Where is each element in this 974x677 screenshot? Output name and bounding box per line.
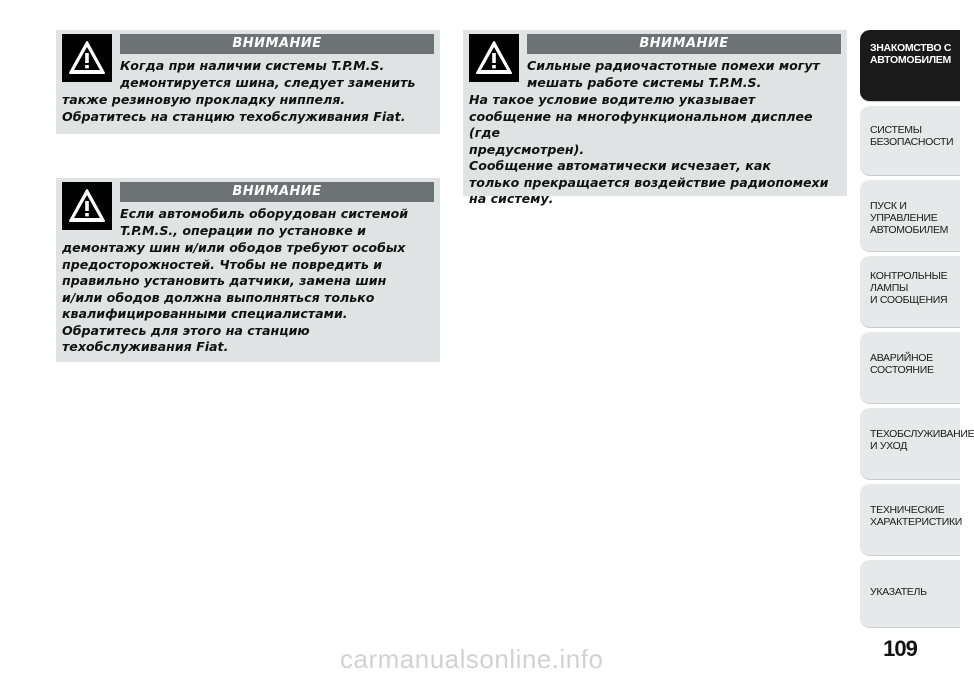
tab-specifications[interactable]: ТЕХНИЧЕСКИЕ ХАРАКТЕРИСТИКИ <box>860 484 960 556</box>
warning-triangle-icon <box>62 34 112 82</box>
warning-lead-text: Сильные радиочастотные помехи могут мешать работе системы T.P.M.S. <box>527 58 820 90</box>
warning-box-tire-gasket <box>56 30 440 134</box>
warning-lead-text: Когда при наличии системы T.P.M.S. демонтируется шина, следует заменить <box>120 58 416 90</box>
tab-getting-to-know-car[interactable]: ЗНАКОМСТВО С АВТОМОБИЛЕМ <box>860 30 960 102</box>
tab-starting-driving[interactable]: ПУСК И УПРАВЛЕНИЕ АВТОМОБИЛЕМ <box>860 180 960 252</box>
warning-box-radio-interference <box>463 30 847 206</box>
warning-body-text: демонтажу шин и/или ободов требуют особых предосторожностей. Чтобы не повредить и правильно установить датчики, замена шин и/или ободов должна выполняться только квалифицированными специалистами. Обратитесь для этого на станцию техобслуживания Fiat. <box>62 240 406 354</box>
watermark-text: carmanualsonline.info <box>340 644 604 674</box>
warning-title-bar: ВНИМАНИЕ <box>120 182 434 202</box>
warning-body-text: На такое условие водителю указывает сообщение на многофункциональном дисплее (где предусмотрен). Сообщение автоматически исчезает, как только прекращается воздействие радиопомехи на систему. <box>469 92 829 206</box>
tab-index[interactable]: УКАЗАТЕЛЬ <box>860 560 960 628</box>
warning-body-text: также резиновую прокладку ниппеля. Обратитесь на станцию техобслуживания Fiat. <box>62 92 406 124</box>
warning-title-bar: ВНИМАНИЕ <box>120 34 434 54</box>
warning-box-tpms-installation <box>56 178 440 362</box>
warning-triangle-icon <box>62 182 112 230</box>
warning-triangle-icon <box>469 34 519 82</box>
warning-header-row <box>62 182 434 238</box>
warning-lead-text: Если автомобиль оборудован системой T.P.M.S., операции по установке и <box>120 206 409 238</box>
tab-warning-lights[interactable]: КОНТРОЛЬНЫЕ ЛАМПЫ И СООБЩЕНИЯ <box>860 256 960 328</box>
tab-emergency[interactable]: АВАРИЙНОЕ СОСТОЯНИЕ <box>860 332 960 404</box>
tab-maintenance[interactable]: ТЕХОБСЛУЖИВАНИЕ И УХОД <box>860 408 960 480</box>
page-number: 109 <box>883 636 917 661</box>
warning-header-row <box>62 34 434 90</box>
warning-title-bar: ВНИМАНИЕ <box>527 34 841 54</box>
warning-header-row <box>469 34 841 90</box>
tab-safety-systems[interactable]: СИСТЕМЫ БЕЗОПАСНОСТИ <box>860 106 960 176</box>
